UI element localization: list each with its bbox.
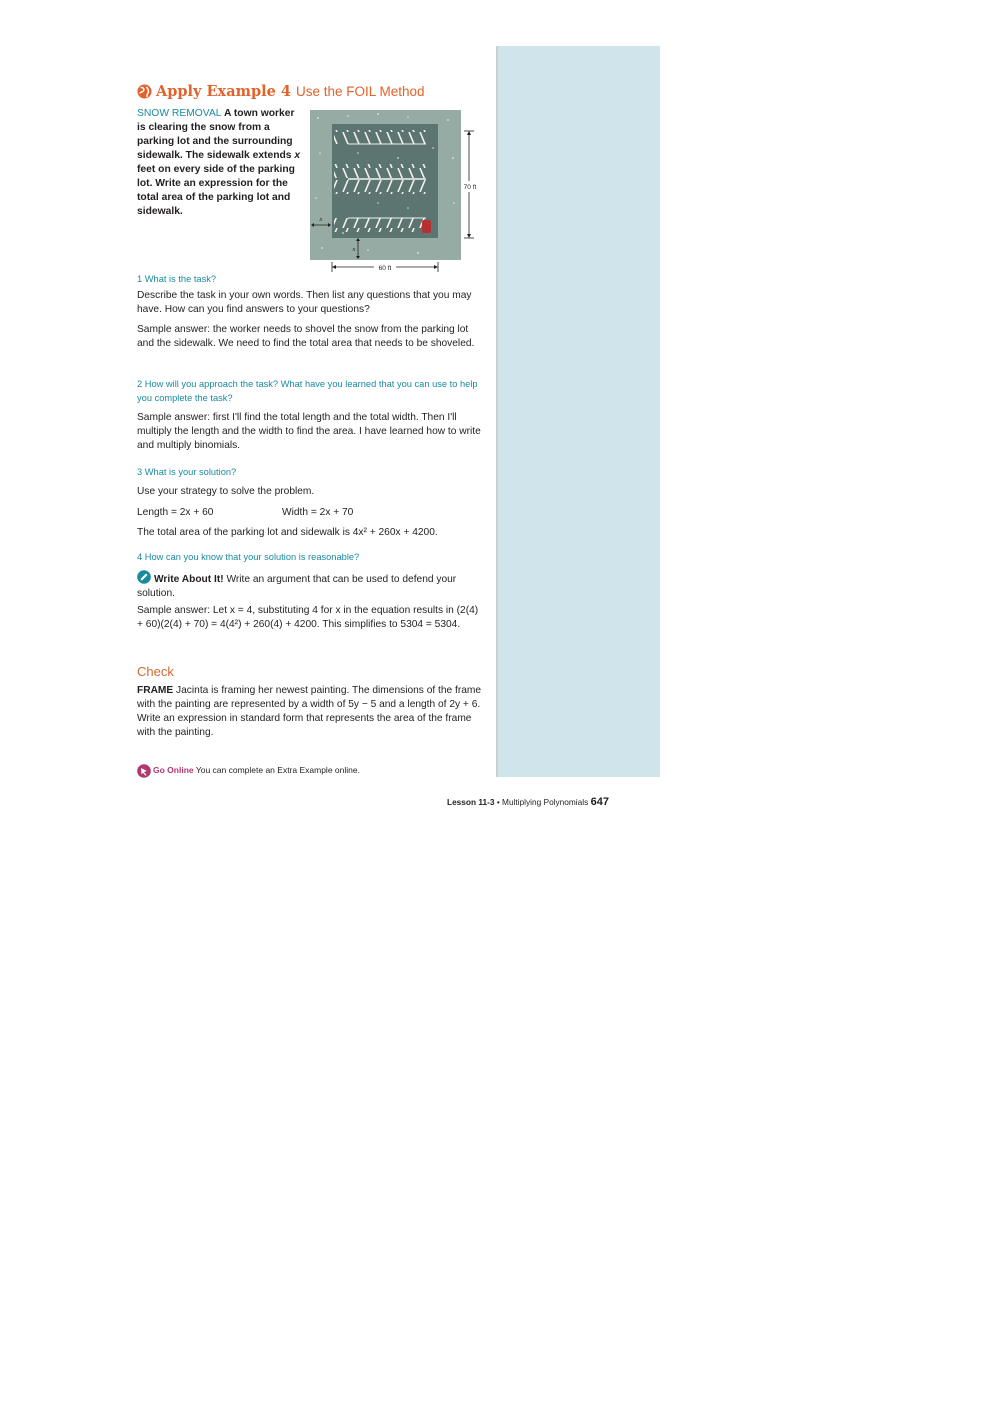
question-1-prompt: Describe the task in your own words. Then list any questions that you may have. How can you find answers to your questions?: [137, 290, 472, 315]
go-online-link[interactable]: Go Online: [153, 765, 194, 775]
page-number: 647: [590, 796, 609, 808]
total-area-statement: The total area of the parking lot and sidewalk is 4x² + 260x + 4200.: [137, 527, 438, 538]
question-2-heading: 2 How will you approach the task? What have you learned that you can use to help you complete the task?: [137, 379, 478, 403]
go-online-note[interactable]: [153, 765, 360, 775]
check-heading: Check: [137, 664, 174, 679]
globe-icon: [137, 84, 152, 99]
red-car: [422, 220, 431, 233]
footer-separator: •: [494, 797, 503, 807]
problem-tag: SNOW REMOVAL: [137, 108, 222, 119]
question-1-answer: Sample answer: the worker needs to shovel the snow from the parking lot and the sidewalk. We need to find the total area that needs to be shoveled.: [137, 324, 475, 349]
example-method: Use the FOIL Method: [295, 83, 425, 99]
lesson-number: Lesson 11-3: [447, 797, 495, 807]
parking-lot-figure: [308, 108, 480, 276]
side-x-label-2: x: [352, 246, 356, 253]
problem-text-2: feet on every side of the parking lot. Write an expression for the total area of the parking lot and sidewalk.: [137, 164, 295, 217]
question-3-prompt: Use your strategy to solve the problem.: [137, 486, 315, 497]
problem-variable: x: [294, 150, 301, 161]
write-about-it-label: Write About It!: [154, 574, 224, 585]
margin-sidebar: [498, 46, 660, 777]
go-online-icon[interactable]: [137, 764, 151, 778]
check-text: Jacinta is framing her newest painting. The dimensions of the frame with the painting are represented by a width of 5y − 5 and a length of 2y + 6. Write an expression in standard form that represents the area of the frame with the painting.: [137, 685, 482, 738]
lesson-topic: Multiplying Polynomials: [502, 797, 591, 807]
question-4-answer: Sample answer: Let x = 4, substituting 4 for x in the equation results in (2(4) + 60)(2(4) + 70) = 4(4²) + 260(4) + 4200. This simplifies to 5304 = 5304.: [137, 605, 479, 630]
question-4-heading: 4 How can you know that your solution is reasonable?: [137, 552, 360, 562]
go-online-text: You can complete an Extra Example online.: [193, 765, 360, 775]
page-footer: [447, 796, 609, 808]
height-label: 70 ft: [463, 184, 477, 191]
question-3-heading: 3 What is your solution?: [137, 467, 237, 477]
write-about-it-text: Write an argument that can be used to defend your solution.: [137, 574, 457, 599]
side-x-label-1: x: [319, 216, 323, 223]
question-1-heading: 1 What is the task?: [137, 274, 217, 284]
width-label: 60 ft: [378, 265, 392, 272]
write-about-it: [137, 570, 482, 601]
example-title: [137, 81, 425, 101]
problem-statement: [137, 107, 301, 219]
check-tag: FRAME: [137, 685, 174, 696]
width-expression: Width = 2x + 70: [282, 507, 354, 518]
check-problem: [137, 684, 482, 740]
problem-text-1: A town worker is clearing the snow from a parking lot and the surrounding sidewalk. The sidewalk extends: [137, 108, 295, 161]
example-number: Apply Example 4: [156, 82, 291, 100]
length-expression: Length = 2x + 60: [137, 507, 214, 518]
pencil-icon: [137, 570, 151, 584]
question-2-answer: Sample answer: first I'll find the total length and the total width. Then I'll multiply the length and the width to find the area. I have learned how to write and multiply binomials.: [137, 412, 481, 451]
